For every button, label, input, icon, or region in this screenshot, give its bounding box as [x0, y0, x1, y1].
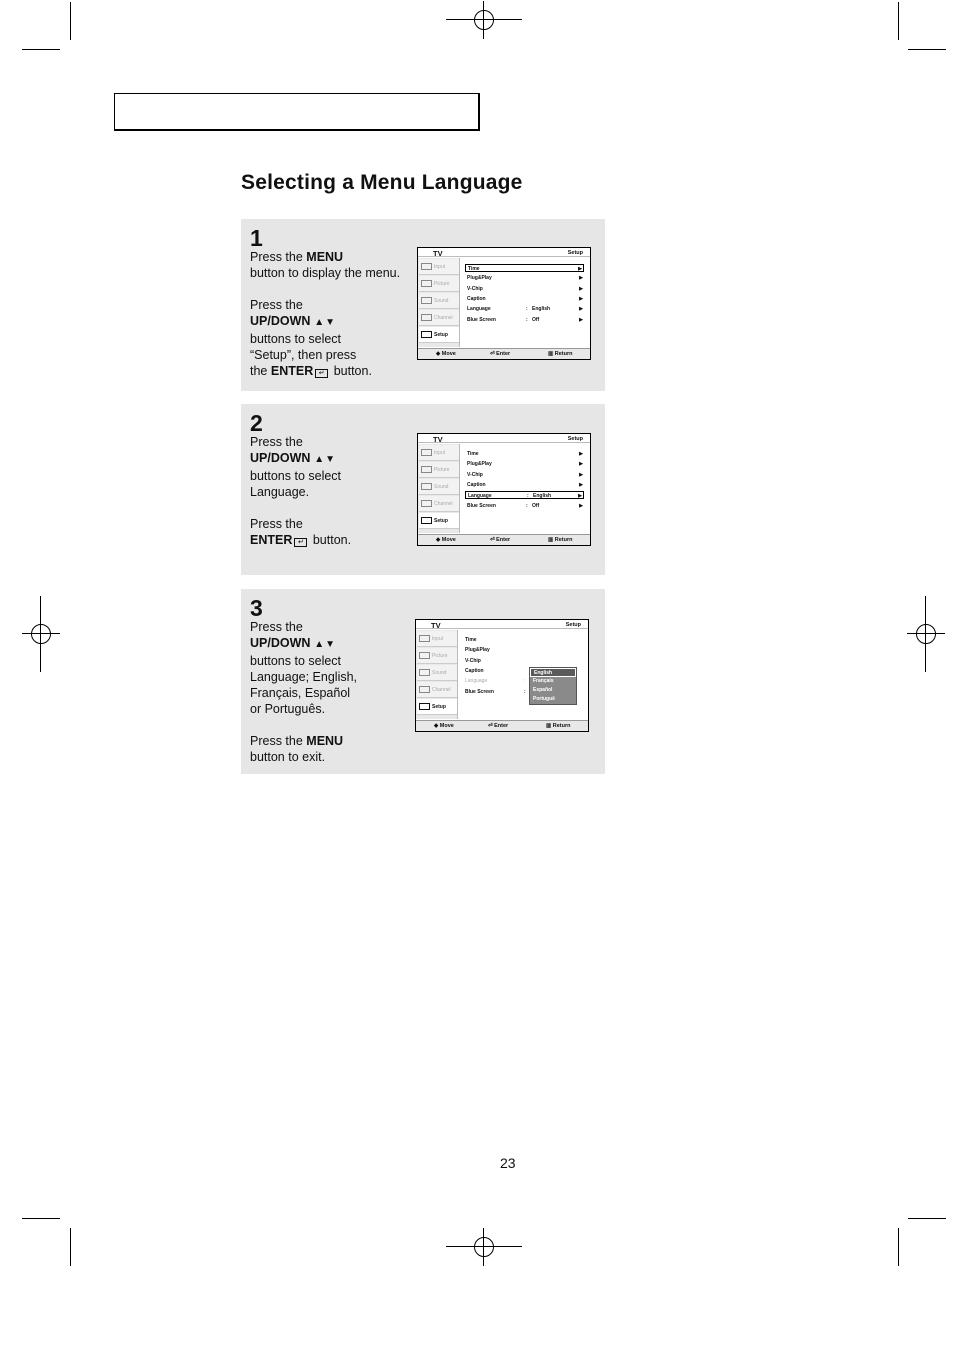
footer-enter: ⏎ Enter: [490, 351, 511, 357]
menu-row-label: Blue Screen: [467, 316, 496, 323]
picture-icon: [421, 466, 432, 473]
instruction-line: Press the: [250, 517, 303, 531]
footer-return: ▥ Return: [546, 723, 571, 729]
instruction-line: Français, Español: [250, 686, 351, 700]
chevron-right-icon: ▶: [579, 295, 583, 302]
line-gap: [250, 717, 357, 733]
screen-footer: [418, 348, 590, 359]
screen-menu-title: Setup: [567, 250, 583, 256]
menu-row-label: Time: [465, 637, 477, 643]
crop-mark: [22, 49, 60, 50]
step-panel-3: [241, 589, 605, 774]
menu-row-label: Plug&Play: [467, 461, 492, 468]
line-gap: [250, 281, 400, 297]
sidebar-item-label: Setup: [434, 518, 448, 524]
sidebar-item-sound[interactable]: [419, 479, 459, 495]
button-name: UP/DOWN: [250, 636, 311, 650]
menu-row[interactable]: [465, 502, 584, 510]
chevron-right-icon: ▶: [578, 493, 582, 500]
instruction-line: buttons to select: [250, 654, 342, 668]
input-icon: [421, 449, 432, 456]
sidebar-item-label: Channel: [434, 501, 453, 507]
setup-icon: [421, 517, 432, 524]
chevron-right-icon: ▶: [579, 285, 583, 292]
sidebar-item-picture[interactable]: [419, 276, 459, 292]
menu-row-label: Blue Screen: [467, 502, 496, 509]
sidebar-item-label: Sound: [434, 298, 449, 304]
sidebar-item-label: Setup: [432, 704, 446, 710]
menu-row-label: Language: [468, 493, 492, 500]
instruction-line: Language; English,: [250, 670, 358, 684]
menu-row[interactable]: [465, 316, 584, 324]
button-name: MENU: [306, 734, 344, 748]
line-gap: [250, 500, 351, 516]
menu-row-colon: :: [524, 678, 526, 685]
screen-header: [416, 620, 588, 629]
footer-enter: ⏎ Enter: [488, 723, 509, 729]
sidebar-item-label: Picture: [432, 653, 448, 659]
sound-icon: [421, 483, 432, 490]
sidebar-item-channel[interactable]: [419, 496, 459, 512]
crop-mark: [22, 1218, 60, 1219]
instruction-line: Press the: [250, 298, 303, 312]
sidebar-item-label: Sound: [434, 484, 449, 490]
sidebar-item-label: Input: [432, 636, 444, 642]
screen-sidebar: [416, 630, 458, 719]
screen-tv-label: TV: [433, 249, 443, 258]
menu-row-label: Caption: [467, 295, 486, 302]
instruction-line: the ENTER ↵ button.: [250, 364, 372, 378]
step-panel-1: [241, 219, 605, 391]
screen-footer: [418, 534, 590, 545]
step-instructions: [250, 434, 351, 548]
channel-icon: [421, 314, 432, 321]
instruction-line: Press the: [250, 435, 303, 449]
chevron-right-icon: ▶: [579, 316, 583, 323]
input-icon: [421, 263, 432, 270]
menu-row[interactable]: [465, 491, 584, 499]
button-name: UP/DOWN: [250, 314, 311, 328]
step-number: 3: [250, 595, 263, 621]
menu-row-label: Language: [465, 678, 488, 685]
dropdown-option[interactable]: Français: [533, 678, 554, 684]
menu-row-label: Caption: [467, 481, 486, 488]
footer-move: ◆ Move: [436, 537, 456, 543]
sidebar-item-input[interactable]: [419, 259, 459, 275]
instruction-line: button to display the menu.: [250, 266, 401, 280]
channel-icon: [421, 500, 432, 507]
setup-icon: [419, 703, 430, 710]
menu-row[interactable]: [465, 450, 584, 458]
instruction-line: ENTER ↵ button.: [250, 533, 352, 547]
menu-row-label: Language: [467, 306, 491, 313]
instruction-line: or Português.: [250, 702, 326, 716]
up-down-arrows-icon: ▲▼: [310, 454, 336, 465]
chevron-right-icon: ▶: [579, 306, 583, 313]
menu-row[interactable]: [465, 471, 584, 479]
dropdown-option[interactable]: Español: [533, 687, 553, 693]
step-number: 2: [250, 410, 263, 436]
menu-row[interactable]: [465, 264, 584, 272]
menu-row-label: V-Chip: [465, 657, 481, 664]
tv-menu-screen: [417, 247, 591, 360]
menu-row-value: English: [532, 306, 551, 313]
page-number: 23: [500, 1155, 516, 1171]
menu-row[interactable]: [463, 646, 582, 654]
chevron-right-icon: ▶: [579, 502, 583, 509]
menu-row[interactable]: [465, 274, 584, 282]
sidebar-item-input[interactable]: [419, 445, 459, 461]
page-title: Selecting a Menu Language: [241, 171, 523, 194]
footer-return: ▥ Return: [548, 537, 573, 543]
menu-row[interactable]: [465, 295, 584, 303]
instruction-line: Press the: [250, 620, 303, 634]
screen-header: [418, 248, 590, 257]
menu-row-colon: :: [526, 316, 528, 323]
chevron-right-icon: ▶: [579, 471, 583, 478]
menu-row-colon: :: [526, 306, 528, 313]
sidebar-item-label: Input: [434, 264, 446, 270]
menu-row-colon: :: [526, 502, 528, 509]
screen-sidebar: [418, 258, 460, 347]
sidebar-item-picture[interactable]: [417, 648, 457, 664]
instruction-line: [250, 313, 400, 331]
footer-return: ▥ Return: [548, 351, 573, 357]
sidebar-item-label: Input: [434, 450, 446, 456]
menu-row-label: Blue Screen: [465, 688, 494, 695]
step-instructions: [250, 249, 400, 379]
menu-row-label: V-Chip: [467, 285, 483, 292]
chevron-right-icon: ▶: [579, 461, 583, 468]
instruction-line: [250, 635, 357, 653]
menu-row-label: Caption: [465, 667, 484, 674]
crop-mark: [898, 2, 899, 40]
chevron-right-icon: ▶: [579, 481, 583, 488]
crop-mark: [908, 49, 946, 50]
instruction-line: button to exit.: [250, 750, 326, 764]
step-instructions: [250, 619, 357, 765]
sidebar-item-picture[interactable]: [419, 462, 459, 478]
instruction-line: “Setup”, then press: [250, 348, 357, 362]
screen-header: [418, 434, 590, 443]
crop-mark: [70, 2, 71, 40]
menu-row[interactable]: [465, 460, 584, 468]
menu-row-value: English: [533, 493, 552, 500]
crop-mark: [908, 1218, 946, 1219]
sidebar-item-label: Setup: [434, 332, 448, 338]
language-dropdown[interactable]: [529, 667, 577, 705]
input-icon: [419, 635, 430, 642]
sidebar-item-label: Channel: [434, 315, 453, 321]
registration-mark: [22, 615, 60, 653]
chevron-right-icon: ▶: [579, 451, 583, 457]
sidebar-item-channel[interactable]: [417, 682, 457, 698]
button-name: ENTER: [270, 364, 314, 378]
chevron-right-icon: ▶: [579, 275, 583, 282]
menu-row[interactable]: [465, 305, 584, 313]
step-number: 1: [250, 225, 263, 251]
menu-row-label: Plug&Play: [465, 647, 490, 654]
screen-menu-title: Setup: [565, 622, 581, 628]
sidebar-item-channel[interactable]: [419, 310, 459, 326]
screen-footer: [416, 720, 588, 731]
registration-mark: [465, 1228, 503, 1266]
menu-row-label: V-Chip: [467, 471, 483, 478]
button-name: UP/DOWN: [250, 451, 311, 465]
screen-menu-title: Setup: [567, 436, 583, 442]
dropdown-option[interactable]: English: [530, 668, 576, 677]
crop-mark: [70, 1228, 71, 1266]
up-down-arrows-icon: ▲▼: [310, 639, 336, 650]
instruction-line: buttons to select: [250, 332, 342, 346]
screen-tv-label: TV: [431, 621, 441, 630]
sidebar-item-sound[interactable]: [417, 665, 457, 681]
instruction-line: Language.: [250, 485, 310, 499]
instruction-line: Press the MENU: [250, 734, 344, 748]
sidebar-item-label: Channel: [432, 687, 451, 693]
instruction-line: Press the MENU: [250, 250, 344, 264]
enter-icon: ↵: [294, 538, 307, 547]
dropdown-option[interactable]: Portuguê: [533, 696, 555, 702]
tv-menu-screen: [417, 433, 591, 546]
menu-row-colon: :: [527, 493, 529, 500]
registration-mark: [465, 1, 503, 39]
button-name: MENU: [306, 250, 344, 264]
chapter-header-box: [114, 93, 480, 131]
menu-row[interactable]: [463, 657, 582, 665]
sidebar-item-sound[interactable]: [419, 293, 459, 309]
channel-icon: [419, 686, 430, 693]
menu-row-label: Plug&Play: [467, 275, 492, 282]
footer-enter: ⏎ Enter: [490, 537, 511, 543]
footer-move: ◆ Move: [434, 723, 454, 729]
instruction-line: [250, 450, 351, 468]
sound-icon: [419, 669, 430, 676]
instruction-line: buttons to select: [250, 469, 342, 483]
menu-row[interactable]: [465, 285, 584, 293]
sidebar-item-label: Sound: [432, 670, 447, 676]
sidebar-item-setup[interactable]: [419, 513, 459, 529]
step-panel-2: [241, 404, 605, 575]
up-down-arrows-icon: ▲▼: [310, 317, 336, 328]
sidebar-item-setup[interactable]: [417, 699, 457, 715]
menu-row[interactable]: [463, 636, 582, 644]
button-name: ENTER: [250, 533, 293, 547]
screen-sidebar: [418, 444, 460, 533]
sidebar-item-label: Picture: [434, 467, 450, 473]
chevron-right-icon: ▶: [578, 266, 582, 272]
crop-mark: [898, 1228, 899, 1266]
screen-tv-label: TV: [433, 435, 443, 444]
registration-mark: [907, 615, 945, 653]
menu-row[interactable]: [465, 481, 584, 489]
sidebar-item-setup[interactable]: [419, 327, 459, 343]
menu-row-value: Off: [532, 316, 540, 323]
sidebar-item-label: Picture: [434, 281, 450, 287]
footer-move: ◆ Move: [436, 351, 456, 357]
enter-icon: ↵: [315, 369, 328, 378]
menu-row-label: Time: [467, 451, 479, 457]
tv-menu-screen: [415, 619, 589, 732]
sidebar-item-input[interactable]: [417, 631, 457, 647]
menu-row-colon: :: [524, 688, 526, 695]
menu-row-label: Time: [468, 266, 480, 272]
picture-icon: [419, 652, 430, 659]
menu-row-value: Off: [532, 502, 540, 509]
setup-icon: [421, 331, 432, 338]
picture-icon: [421, 280, 432, 287]
sound-icon: [421, 297, 432, 304]
